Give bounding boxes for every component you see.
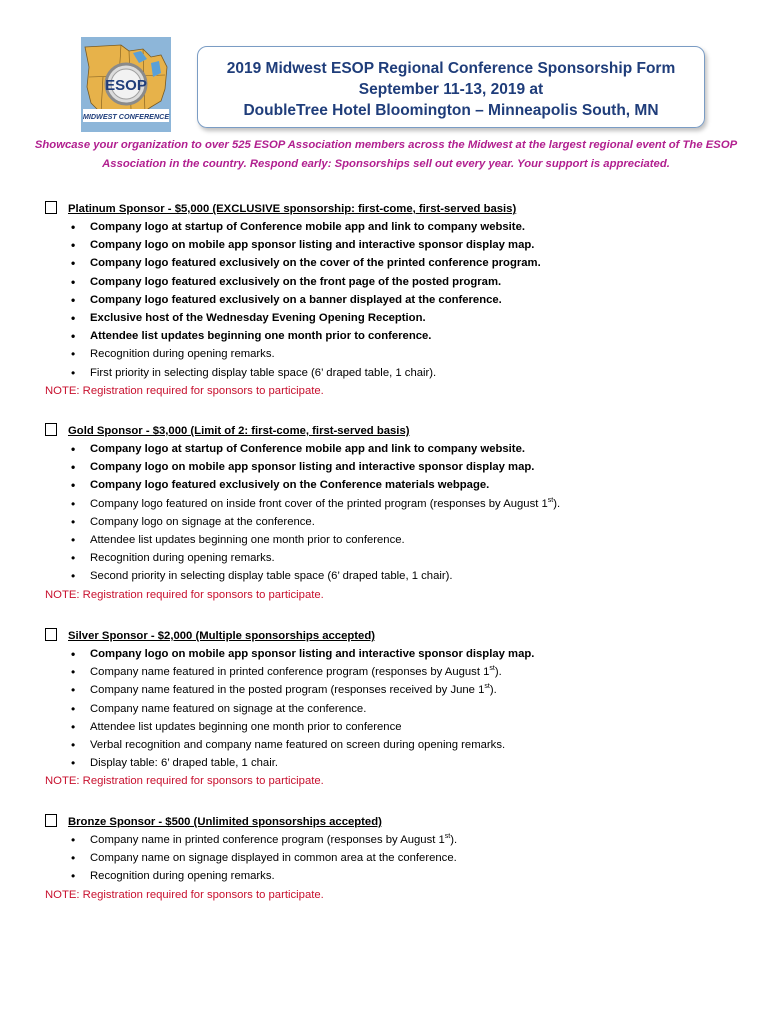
registration-note: NOTE: Registration required for sponsors to participate. — [45, 775, 324, 788]
event-dates: September 11-13, 2019 at — [358, 81, 544, 98]
benefit-item: • Display table: 6’ draped table, 1 chair. — [45, 754, 745, 772]
logo-text: ESOP — [105, 77, 147, 94]
sponsor-heading-row — [45, 422, 745, 440]
benefit-item: • Company name featured in printed conference program (responses by August 1st). — [45, 663, 745, 681]
benefit-list — [45, 831, 745, 886]
benefit-item: • Company logo on mobile app sponsor listing and interactive sponsor display map. — [45, 236, 745, 254]
sponsor-heading: Platinum Sponsor - $5,000 (EXCLUSIVE sponsorship: first-come, first-served basis) — [68, 203, 517, 215]
benefit-item: • Company logo featured on inside front cover of the printed program (responses by August 1st). — [45, 495, 745, 513]
benefit-list — [45, 645, 745, 772]
sponsor-checkbox-bronze[interactable] — [45, 814, 57, 827]
benefit-item: • Exclusive host of the Wednesday Evening Opening Reception. — [45, 309, 745, 327]
conference-logo — [81, 37, 171, 132]
logo-subtext: MIDWEST CONFERENCE — [82, 112, 170, 121]
benefit-item: • Attendee list updates beginning one month prior to conference. — [45, 531, 745, 549]
benefit-item: • Recognition during opening remarks. — [45, 867, 745, 885]
sponsor-checkbox-platinum[interactable] — [45, 201, 57, 214]
sponsor-heading: Silver Sponsor - $2,000 (Multiple sponsorships accepted) — [68, 630, 375, 642]
benefit-item: • Verbal recognition and company name featured on screen during opening remarks. — [45, 736, 745, 754]
benefit-item: • Second priority in selecting display table space (6’ draped table, 1 chair). — [45, 567, 745, 585]
sponsor-section-silver — [45, 627, 745, 791]
sponsor-heading: Bronze Sponsor - $500 (Unlimited sponsorships accepted) — [68, 816, 382, 828]
form-title: 2019 Midwest ESOP Regional Conference Sponsorship Form — [226, 60, 676, 77]
sponsor-section-bronze — [45, 813, 745, 904]
benefit-item: • Company logo featured exclusively on the Conference materials webpage. — [45, 476, 745, 494]
benefit-item: • Attendee list updates beginning one month prior to conference. — [45, 327, 745, 345]
sponsor-section-platinum — [45, 200, 745, 400]
benefit-item: • Company name featured on signage at the conference. — [45, 700, 745, 718]
registration-note: NOTE: Registration required for sponsors to participate. — [45, 588, 324, 601]
benefit-item: • Attendee list updates beginning one month prior to conference — [45, 718, 745, 736]
benefit-item: • Company logo on mobile app sponsor listing and interactive sponsor display map. — [45, 645, 745, 663]
benefit-item: • Company name featured in the posted program (responses received by June 1st). — [45, 681, 745, 699]
benefit-item: • Recognition during opening remarks. — [45, 549, 745, 567]
benefit-item: • Recognition during opening remarks. — [45, 345, 745, 363]
form-title-box — [197, 46, 705, 128]
benefit-item: • Company name in printed conference program (responses by August 1st). — [45, 831, 745, 849]
sponsor-heading: Gold Sponsor - $3,000 (Limit of 2: first-come, first-served basis) — [68, 425, 410, 437]
sponsor-heading-row — [45, 200, 745, 218]
benefit-item: • Company name on signage displayed in common area at the conference. — [45, 849, 745, 867]
tagline: Showcase your organization to over 525 ESOP Association members across the Midwest at the largest regional event of The ESOP Association in the country. Respond early: Sponsorships sell out every year. Your support is appreciated. — [34, 139, 738, 170]
registration-note: NOTE: Registration required for sponsors to participate. — [45, 384, 324, 397]
sponsor-heading-row — [45, 813, 745, 831]
sponsor-checkbox-silver[interactable] — [45, 628, 57, 641]
benefit-item: • Company logo featured exclusively on a banner displayed at the conference. — [45, 291, 745, 309]
benefit-item: • Company logo on mobile app sponsor listing and interactive sponsor display map. — [45, 458, 745, 476]
benefit-item: • First priority in selecting display table space (6’ draped table, 1 chair). — [45, 364, 745, 382]
event-venue: DoubleTree Hotel Bloomington – Minneapolis South, MN — [243, 102, 659, 119]
benefit-item: • Company logo on signage at the conference. — [45, 513, 745, 531]
sponsor-checkbox-gold[interactable] — [45, 423, 57, 436]
midwest-map-logo-icon — [81, 37, 171, 132]
sponsor-section-gold — [45, 422, 745, 604]
registration-note: NOTE: Registration required for sponsors to participate. — [45, 888, 324, 901]
benefit-list — [45, 440, 745, 586]
benefit-item: • Company logo at startup of Conference mobile app and link to company website. — [45, 440, 745, 458]
benefit-item: • Company logo at startup of Conference mobile app and link to company website. — [45, 218, 745, 236]
benefit-item: • Company logo featured exclusively on the cover of the printed conference program. — [45, 254, 745, 272]
benefit-list — [45, 218, 745, 382]
benefit-item: • Company logo featured exclusively on the front page of the posted program. — [45, 273, 745, 291]
sponsor-heading-row — [45, 627, 745, 645]
